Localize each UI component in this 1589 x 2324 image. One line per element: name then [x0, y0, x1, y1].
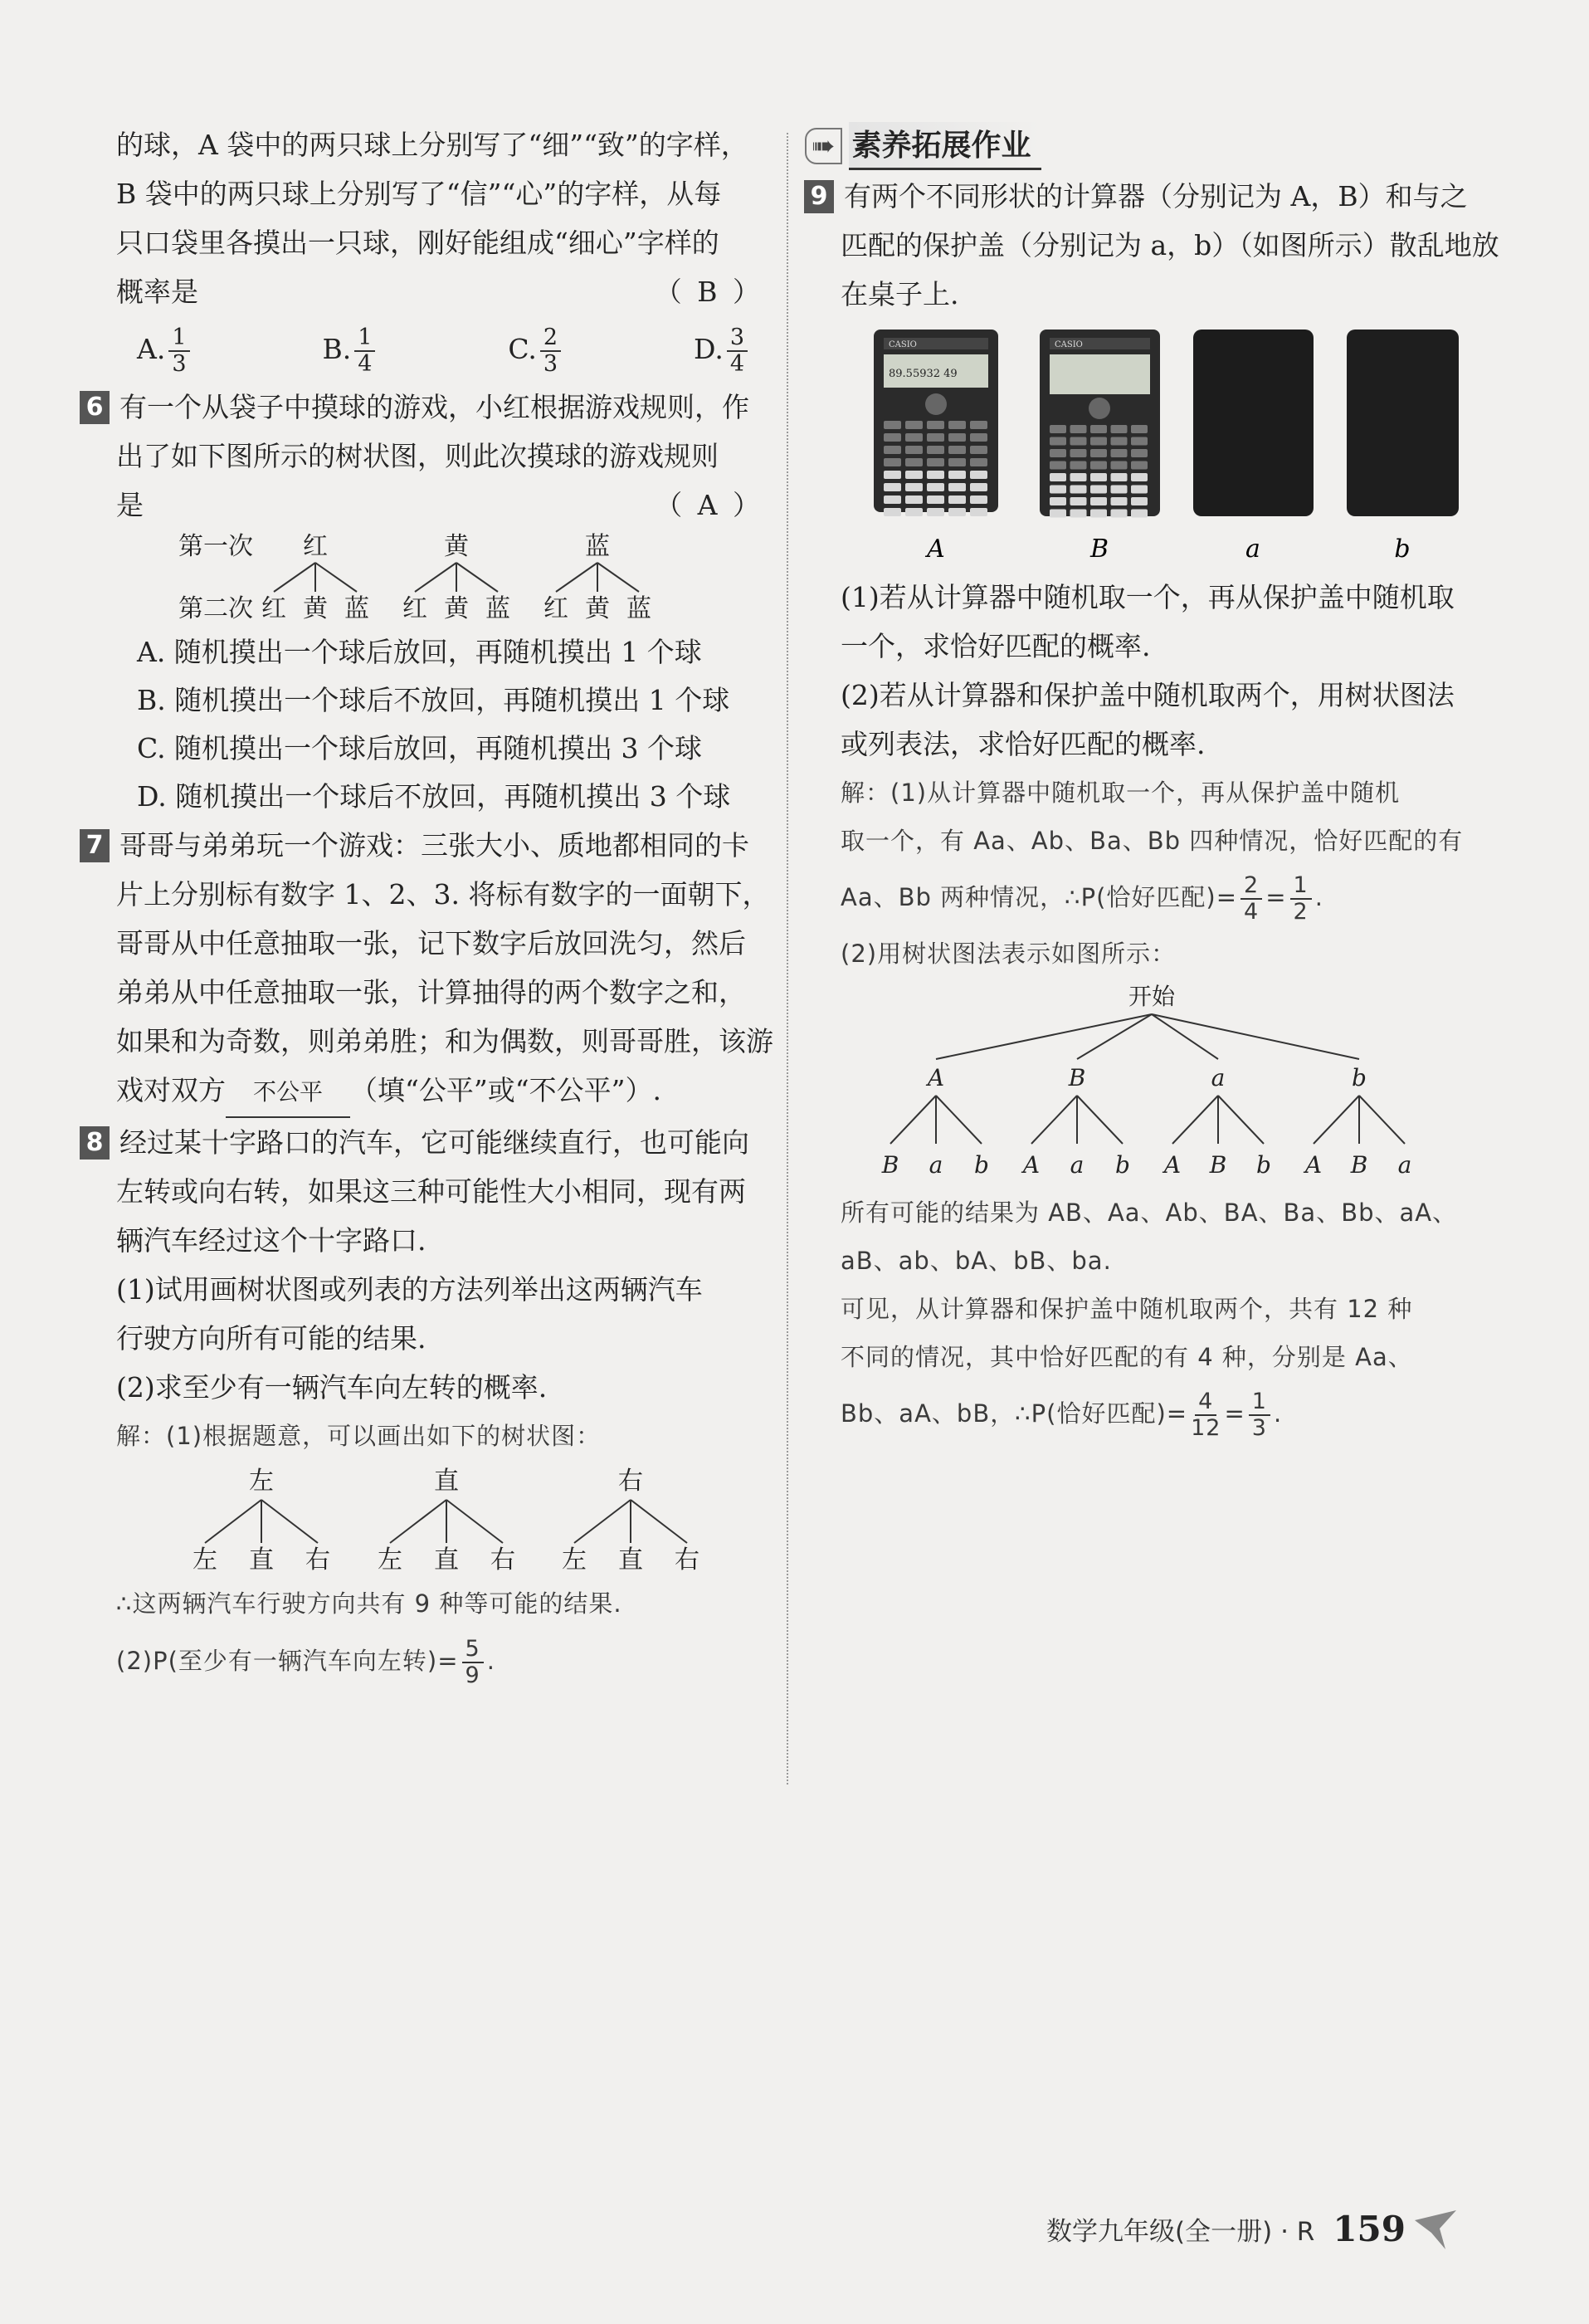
tree-leaf: 左 — [193, 1545, 217, 1575]
tree-leaf: A — [1163, 1151, 1182, 1179]
tree-branch — [1218, 1096, 1264, 1144]
tree-leaf: b — [1256, 1151, 1271, 1179]
tree-branch — [1314, 1096, 1359, 1144]
calculator-key — [1050, 461, 1066, 470]
calculator-key — [927, 446, 944, 454]
calculator-key — [970, 508, 987, 516]
calculator-key — [1131, 437, 1148, 446]
q9-outcomes: 所有可能的结果为 AB、Aa、Ab、BA、Ba、Bb、aA、 — [841, 1199, 1458, 1227]
q9-conclusion: 可见，从计算器和保护盖中随机取两个，共有 12 种 — [841, 1295, 1413, 1323]
tree-node: 直 — [434, 1467, 459, 1496]
tree-leaf: 蓝 — [626, 594, 651, 623]
svg-text:B: B — [1089, 535, 1109, 564]
page-number: 159 — [1333, 2208, 1406, 2249]
tree-node: 右 — [618, 1467, 643, 1496]
calculator-key — [1131, 461, 1148, 470]
q8-line: (2)求至少有一辆汽车向左转的概率. — [116, 1371, 548, 1404]
tree-leaf: a — [1397, 1151, 1412, 1179]
calculator-key — [1050, 497, 1066, 505]
q5-last-line: 概率是 — [116, 276, 198, 308]
q8-line: 左转或向右转，如果这三种可能性大小相同，现有两 — [116, 1175, 746, 1208]
tree-leaf: B — [1209, 1151, 1227, 1179]
tree-root: 开始 — [1128, 983, 1176, 1010]
calculator-key — [970, 496, 987, 504]
tree-branch — [205, 1500, 261, 1543]
q7-line: 弟弟从中任意抽取一张，计算抽得的两个数字之和， — [116, 976, 746, 1008]
tree-branch — [1077, 1014, 1152, 1059]
calculator-key — [884, 471, 901, 479]
q9-line: 在桌子上. — [841, 278, 959, 310]
question-number-badge: 7 — [80, 829, 110, 862]
q9-part2: (2)若从计算器和保护盖中随机取两个，用树状图法 — [841, 679, 1455, 711]
calculator-key — [1111, 510, 1128, 518]
calculator-key — [948, 483, 966, 491]
cover-a-image — [1193, 330, 1314, 516]
calculator-key — [927, 458, 944, 466]
q9-solution: 取一个，有 Aa、Ab、Ba、Bb 四种情况，恰好匹配的有 — [841, 827, 1464, 855]
tree-leaf: a — [1070, 1151, 1085, 1179]
calculator-key — [1070, 425, 1087, 433]
calculator-key — [1090, 425, 1107, 433]
calculator-key — [1070, 497, 1087, 505]
calculator-key — [884, 433, 901, 442]
q7-line: 如果和为奇数，则弟弟胜；和为偶数，则哥哥胜，该游 — [116, 1025, 773, 1057]
tree-node: 蓝 — [585, 532, 610, 561]
q6-answer: （ A ） — [655, 489, 763, 521]
q9-final: Bb、aA、bB，∴P(恰好匹配)= $\frac{4}{12}$ = $\frac{1}{3}$ . — [841, 1389, 1283, 1441]
question-number-badge: 9 — [804, 180, 834, 213]
q9-part1: (1)若从计算器中随机取一个，再从保护盖中随机取 — [841, 581, 1455, 613]
calculator-key — [1111, 461, 1128, 470]
calculator-key — [1111, 486, 1128, 494]
calculator-key — [970, 458, 987, 466]
calculator-key — [1050, 437, 1066, 446]
q8-tree-diagram — [116, 1460, 763, 1576]
calculator-key — [970, 471, 987, 479]
column-divider — [787, 133, 788, 1784]
calculator-key — [905, 458, 923, 466]
calculator-key — [1090, 473, 1107, 481]
tree-leaf: A — [1304, 1151, 1323, 1179]
tree-leaf: 黄 — [585, 594, 610, 623]
tree-leaf: 左 — [562, 1545, 587, 1575]
calculator-key — [927, 433, 944, 442]
tree-leaf: 直 — [434, 1545, 459, 1575]
q6-tree-diagram — [116, 530, 763, 625]
q5-choices — [137, 316, 751, 383]
tree-leaf: A — [1022, 1151, 1041, 1179]
bird-logo-icon — [1411, 2204, 1460, 2253]
tree-leaf: B — [1350, 1151, 1368, 1179]
tree-node: a — [1211, 1064, 1226, 1091]
calculator-key — [884, 508, 901, 516]
tree-row-label: 第二次 — [178, 594, 253, 623]
q5-line: 的球，A 袋中的两只球上分别写了“细”“致”的字样， — [116, 129, 748, 161]
q5-choice-b: B. $\frac{1}{4}$ — [322, 316, 378, 383]
tree-leaf: 右 — [305, 1545, 330, 1575]
calculator-key — [905, 421, 923, 429]
tree-branch — [574, 1500, 631, 1543]
tree-node: 黄 — [444, 532, 469, 561]
q6-line: 是 （ A ） — [116, 481, 763, 530]
calculator-key — [948, 508, 966, 516]
calculator-key — [948, 496, 966, 504]
tree-leaf: 蓝 — [485, 594, 510, 623]
svg-text:a: a — [1245, 535, 1260, 564]
q8-line: 8 经过某十字路口的汽车，它可能继续直行，也可能向 — [116, 1118, 763, 1167]
calculator-key — [1131, 510, 1148, 518]
calculator-key — [948, 433, 966, 442]
calculator-key — [905, 433, 923, 442]
calculator-key — [1111, 473, 1128, 481]
calculator-key — [1090, 449, 1107, 457]
calculator-key — [970, 433, 987, 442]
photo-labels — [841, 528, 1488, 569]
calculator-key — [1111, 437, 1128, 446]
calculator-key — [927, 508, 944, 516]
right-column — [809, 120, 1499, 1446]
svg-text:b: b — [1394, 535, 1411, 564]
q9-outcomes: aB、ab、bA、bB、ba. — [841, 1247, 1112, 1275]
calculator-key — [948, 446, 966, 454]
tree-node: 红 — [303, 532, 328, 561]
calculator-key — [884, 458, 901, 466]
tree-branch — [456, 563, 498, 592]
q8-solution-2: (2)P(至少有一辆汽车向左转)= $\frac{5}{9}$ . — [116, 1636, 495, 1688]
calculator-key — [1111, 449, 1128, 457]
calculator-key — [948, 421, 966, 429]
calculator-key — [1050, 449, 1066, 457]
q8-line: 行驶方向所有可能的结果. — [116, 1322, 426, 1355]
tree-node: B — [1068, 1064, 1086, 1091]
book-title: 数学九年级(全一册) · R — [1046, 2216, 1315, 2247]
tree-branch — [631, 1500, 687, 1543]
tree-branch — [274, 563, 315, 592]
calculator-key — [927, 471, 944, 479]
tree-leaf: B — [881, 1151, 899, 1179]
question-7 — [85, 821, 773, 1118]
calculator-a-image — [874, 330, 998, 516]
q5-choice-d: D. $\frac{3}{4}$ — [694, 316, 751, 383]
svg-text:CASIO: CASIO — [1055, 340, 1083, 349]
tree-leaf: 右 — [675, 1545, 699, 1575]
calculator-key — [1050, 425, 1066, 433]
calculator-key — [905, 508, 923, 516]
q5-choice-c: C. $\frac{2}{3}$ — [508, 316, 564, 383]
question-number-badge: 8 — [80, 1126, 110, 1160]
tree-row-label: 第一次 — [178, 532, 253, 561]
calculator-key — [1070, 449, 1087, 457]
tree-branch — [1031, 1096, 1077, 1144]
calculator-key — [970, 421, 987, 429]
tree-leaf: a — [929, 1151, 943, 1179]
q7-line: 7 哥哥与弟弟玩一个游戏：三张大小、质地都相同的卡 — [116, 821, 763, 870]
q9-line: 9 有两个不同形状的计算器（分别记为 A，B）和与之 — [841, 172, 1489, 221]
q6-line: 出了如下图所示的树状图，则此次摸球的游戏规则 — [116, 440, 719, 472]
calculator-key — [948, 458, 966, 466]
calculator-key — [1070, 473, 1087, 481]
q7-line: 哥哥从中任意抽取一张，记下数字后放回洗匀，然后 — [116, 927, 746, 959]
calculator-key — [927, 496, 944, 504]
q8-line: (1)试用画树状图或列表的方法列举出这两辆汽车 — [116, 1273, 703, 1306]
tree-leaf: 黄 — [444, 594, 469, 623]
question-6 — [85, 383, 763, 821]
calculator-key — [1070, 510, 1087, 518]
tree-node: b — [1352, 1064, 1367, 1091]
tree-leaf: 左 — [378, 1545, 402, 1575]
question-9 — [810, 172, 1499, 1446]
calculator-key — [905, 446, 923, 454]
tree-branch — [446, 1500, 503, 1543]
question-number-badge: 6 — [80, 391, 110, 424]
question-5 — [116, 120, 763, 383]
calculator-key — [927, 421, 944, 429]
calculator-key — [927, 483, 944, 491]
tree-leaf: b — [974, 1151, 989, 1179]
q9-tree-intro: (2)用树状图法表示如图所示： — [841, 940, 1177, 968]
page-footer — [1046, 2204, 1460, 2253]
calculator-key — [1111, 425, 1128, 433]
calculator-key — [970, 446, 987, 454]
tree-node: A — [927, 1064, 945, 1091]
tree-leaf: 红 — [402, 594, 427, 623]
q9-solution: 解：(1)从计算器中随机取一个，再从保护盖中随机 — [841, 779, 1401, 807]
calculator-key — [1070, 461, 1087, 470]
q6-option-b: B. 随机摸出一个球后不放回，再随机摸出 1 个球 — [137, 684, 730, 716]
calculator-key — [948, 471, 966, 479]
q8-conclusion: ∴这两辆汽车行驶方向共有 9 种等可能的结果. — [116, 1589, 622, 1618]
q9-part2: 或列表法，求恰好匹配的概率. — [841, 728, 1206, 760]
q5-answer: （ B ） — [654, 276, 763, 308]
calculator-key — [1090, 497, 1107, 505]
svg-text:89.55932 49: 89.55932 49 — [889, 368, 958, 380]
calculator-key — [970, 483, 987, 491]
q8-solution-1: 解：(1)根据题意，可以画出如下的树状图： — [116, 1422, 602, 1450]
section-title: 素养拓展作业 — [849, 122, 1041, 170]
tree-branch — [556, 563, 597, 592]
tree-branch — [1152, 1014, 1359, 1059]
tree-branch — [936, 1014, 1152, 1059]
tree-leaf: 红 — [261, 594, 286, 623]
q9-conclusion: 不同的情况，其中恰好匹配的有 4 种，分别是 Aa、 — [841, 1343, 1413, 1371]
tree-leaf: 直 — [618, 1545, 643, 1575]
q8-line: 辆汽车经过这个十字路口. — [116, 1224, 426, 1257]
calculator-key — [905, 483, 923, 491]
tree-leaf: 黄 — [303, 594, 328, 623]
calculator-key — [1090, 510, 1107, 518]
tree-branch — [1359, 1096, 1405, 1144]
calculator-key — [1131, 473, 1148, 481]
tree-branch — [390, 1500, 446, 1543]
tree-branch — [415, 563, 456, 592]
tree-leaf: 红 — [543, 594, 568, 623]
tree-branch — [1172, 1096, 1218, 1144]
calculator-key — [884, 483, 901, 491]
svg-text:A: A — [927, 535, 945, 564]
q5-line: 只口袋里各摸出一只球，刚好能组成“细心”字样的 — [116, 227, 719, 259]
q6-option-a: A. 随机摸出一个球后放回，再随机摸出 1 个球 — [137, 636, 702, 668]
q7-line: 戏对双方 不公平 （填“公平”或“不公平”）. — [116, 1066, 763, 1118]
calculator-key — [884, 496, 901, 504]
cover-b-image — [1347, 330, 1459, 516]
q5-choice-a: A. $\frac{1}{3}$ — [137, 316, 193, 383]
calculator-key — [905, 496, 923, 504]
tree-branch — [936, 1096, 982, 1144]
q6-line: 6 有一个从袋子中摸球的游戏，小红根据游戏规则，作 — [116, 383, 763, 432]
calculator-key — [1131, 497, 1148, 505]
tree-branch — [890, 1096, 936, 1144]
q6-option-d: D. 随机摸出一个球后不放回，再随机摸出 3 个球 — [137, 780, 731, 813]
question-8 — [85, 1118, 763, 1694]
q9-part1: 一个，求恰好匹配的概率. — [841, 630, 1151, 662]
calculator-key — [1131, 425, 1148, 433]
calculator-key — [1131, 486, 1148, 494]
calculator-key — [1090, 486, 1107, 494]
tree-branch — [315, 563, 357, 592]
tree-leaf: 蓝 — [344, 594, 369, 623]
q9-tree-diagram — [841, 978, 1488, 1185]
calculators-photo — [841, 325, 1488, 525]
tree-branch — [597, 563, 639, 592]
calculator-key — [1050, 510, 1066, 518]
calculator-key — [1131, 449, 1148, 457]
tree-branch — [261, 1500, 318, 1543]
q9-solution-p1: Aa、Bb 两种情况，∴P(恰好匹配)= $\frac{2}{4}$ = $\frac{1}{2}$ . — [841, 872, 1323, 925]
calculator-b-image — [1040, 330, 1160, 518]
arrow-icon: ➠ — [805, 128, 842, 164]
tree-leaf: 直 — [249, 1545, 274, 1575]
q7-answer-blank: 不公平 — [226, 1067, 350, 1118]
q5-line — [116, 267, 763, 316]
tree-leaf: b — [1115, 1151, 1130, 1179]
calculator-key — [905, 471, 923, 479]
calculator-key — [1090, 437, 1107, 446]
tree-branch — [1077, 1096, 1123, 1144]
calculator-key — [1070, 486, 1087, 494]
q6-option-c: C. 随机摸出一个球后放回，再随机摸出 3 个球 — [137, 732, 703, 764]
svg-text:CASIO: CASIO — [889, 340, 917, 349]
calculator-key — [1050, 486, 1066, 494]
calculator-key — [1050, 473, 1066, 481]
q9-line: 匹配的保护盖（分别记为 a，b）（如图所示）散乱地放 — [841, 229, 1499, 261]
left-column — [85, 120, 773, 1694]
calculator-key — [884, 421, 901, 429]
q5-line: B 袋中的两只球上分别写了“信”“心”的字样，从每 — [116, 178, 722, 210]
calculator-key — [1111, 497, 1128, 505]
q7-line: 片上分别标有数字 1、2、3. 将标有数字的一面朝下， — [116, 878, 770, 911]
calculator-key — [884, 446, 901, 454]
calculator-key — [1090, 461, 1107, 470]
tree-node: 左 — [249, 1467, 274, 1496]
calculator-key — [1070, 437, 1087, 446]
tree-leaf: 右 — [490, 1545, 515, 1575]
section-header — [805, 120, 1489, 172]
